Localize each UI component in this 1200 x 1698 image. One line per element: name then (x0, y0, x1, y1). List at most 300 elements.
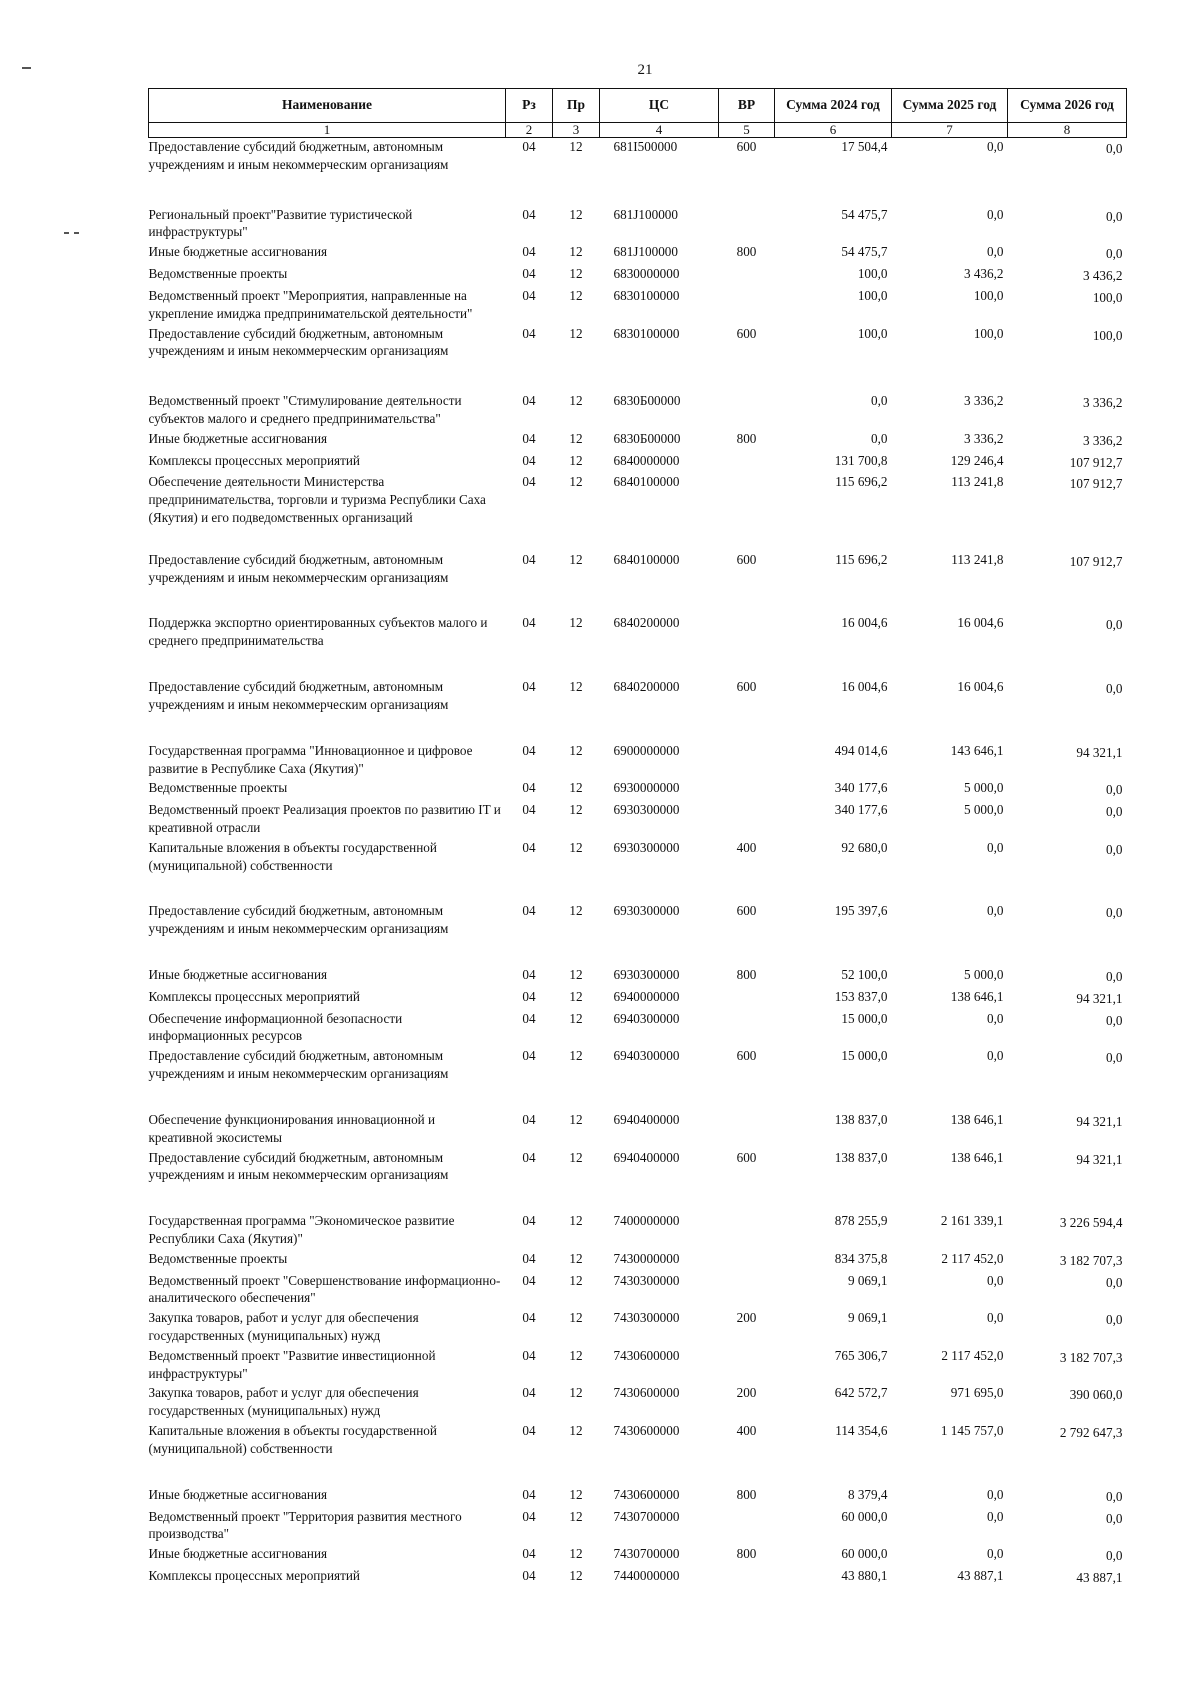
header-sum-2025: Сумма 2025 год (892, 89, 1008, 123)
row-rz: 04 (522, 1213, 536, 1229)
row-cs: 7430700000 (613, 1546, 680, 1562)
row-cs: 6940300000 (613, 1048, 680, 1064)
scan-mark (74, 232, 79, 234)
table-row (149, 551, 1127, 615)
row-sum-2024: 100,0 (857, 266, 888, 282)
row-sum-2025: 2 161 339,1 (940, 1213, 1004, 1229)
row-rz: 04 (522, 1508, 536, 1524)
row-cs: 7430700000 (613, 1508, 680, 1524)
table-row (149, 473, 1127, 550)
row-rz: 04 (522, 1347, 536, 1363)
row-sum-2024: 52 100,0 (841, 967, 888, 982)
row-sum-2024: 9 069,1 (847, 1272, 888, 1288)
row-sum-2025: 100,0 (973, 287, 1004, 303)
row-sum-2025: 0,0 (987, 1010, 1004, 1026)
row-sum-2026: 0,0 (1106, 1012, 1123, 1028)
row-vr (719, 206, 775, 244)
row-pr: 12 (569, 266, 583, 282)
row-sum-2026: 94 321,1 (1076, 990, 1123, 1006)
row-sum-2026: 3 182 707,3 (1059, 1252, 1123, 1268)
row-name: Предоставление субсидий бюджетным, автономным учреждениям и иным некоммерческим организациям (148, 679, 449, 712)
row-sum-2024: 115 696,2 (835, 474, 888, 490)
row-sum-2025: 0,0 (987, 139, 1004, 154)
row-rz: 04 (522, 430, 536, 446)
row-sum-2024: 131 700,8 (834, 452, 888, 468)
row-sum-2026: 0,0 (1106, 208, 1123, 224)
row-rz: 04 (522, 474, 536, 490)
row-sum-2025: 3 336,2 (963, 393, 1004, 409)
row-vr: 400 (736, 839, 757, 855)
row-sum-2025: 0,0 (987, 839, 1004, 855)
row-pr: 12 (569, 615, 583, 631)
row-vr: 800 (736, 1486, 757, 1502)
row-name: Капитальные вложения в объекты государственной (муниципальной) собственности (148, 1423, 437, 1456)
row-sum-2024: 114 354,6 (835, 1423, 888, 1439)
row-sum-2025: 0,0 (987, 206, 1004, 222)
row-rz: 04 (522, 903, 536, 919)
row-name: Предоставление субсидий бюджетным, автономным учреждениям и иным некоммерческим организациям (148, 1048, 449, 1082)
row-pr: 12 (569, 839, 583, 855)
table-row (149, 966, 1127, 988)
row-vr: 800 (736, 430, 757, 446)
row-rz: 04 (522, 967, 536, 982)
row-vr (719, 801, 775, 839)
row-name: Комплексы процессных мероприятий (148, 452, 360, 468)
row-rz: 04 (522, 742, 536, 758)
row-name: Предоставление субсидий бюджетным, автономным учреждениям и иным некоммерческим организациям (148, 139, 449, 172)
row-pr: 12 (569, 551, 583, 567)
row-vr: 600 (736, 1149, 757, 1165)
row-pr: 12 (569, 430, 583, 446)
row-name: Государственная программа "Инновационное и цифровое развитие в Республике Саха (Якутия)" (148, 742, 473, 776)
row-name: Ведомственный проект "Территория развития местного производства" (148, 1508, 462, 1542)
row-vr (719, 1508, 775, 1546)
header-rz: Рз (506, 89, 553, 123)
row-rz: 04 (522, 325, 536, 341)
table-row (149, 1347, 1127, 1385)
budget-table (148, 88, 1127, 1589)
row-pr: 12 (569, 1149, 583, 1165)
table-header (149, 89, 1127, 138)
column-number: 4 (600, 123, 719, 138)
table-row (149, 392, 1127, 430)
table-body (149, 138, 1127, 1589)
row-rz: 04 (522, 679, 536, 695)
row-pr: 12 (569, 967, 583, 982)
row-cs: 6840200000 (613, 679, 680, 695)
row-name: Ведомственный проект "Мероприятия, направленные на укрепление имиджа предпринимательской деятельности" (148, 287, 473, 321)
row-sum-2024: 9 069,1 (847, 1310, 888, 1326)
row-sum-2024: 43 880,1 (841, 1567, 888, 1583)
table-row (149, 902, 1127, 966)
header-sum-2024: Сумма 2024 год (775, 89, 892, 123)
row-sum-2024: 15 000,0 (841, 1048, 888, 1064)
row-vr (719, 1250, 775, 1272)
row-sum-2026: 100,0 (1092, 327, 1123, 343)
row-sum-2025: 3 336,2 (963, 430, 1004, 446)
row-sum-2025: 5 000,0 (963, 780, 1004, 796)
table-row (149, 430, 1127, 452)
table-row (149, 138, 1127, 206)
column-number: 7 (892, 123, 1008, 138)
row-sum-2026: 2 792 647,3 (1059, 1425, 1123, 1441)
row-vr (719, 1010, 775, 1048)
row-pr: 12 (569, 1310, 583, 1326)
column-number: 6 (775, 123, 892, 138)
row-name: Обеспечение деятельности Министерства предпринимательства, торговли и туризма Республики Саха (Якутия) и его подведомственных организаций (148, 474, 486, 525)
row-vr (719, 779, 775, 801)
row-sum-2024: 54 475,7 (841, 244, 888, 260)
row-name: Предоставление субсидий бюджетным, автономным учреждениям и иным некоммерческим организациям (148, 325, 449, 359)
table-row (149, 1309, 1127, 1347)
row-name: Обеспечение функционирования инновационной и креативной экосистемы (148, 1111, 436, 1145)
row-pr: 12 (569, 1546, 583, 1562)
column-number: 2 (506, 123, 553, 138)
row-pr: 12 (569, 452, 583, 468)
row-pr: 12 (569, 139, 583, 154)
row-sum-2026: 0,0 (1106, 841, 1123, 857)
row-sum-2026: 3 336,2 (1082, 432, 1123, 448)
row-vr (719, 1347, 775, 1385)
row-name: Поддержка экспортно ориентированных субъектов малого и среднего предпринимательства (148, 615, 488, 649)
row-name: Иные бюджетные ассигнования (148, 1486, 328, 1502)
row-vr: 600 (736, 1048, 757, 1064)
row-sum-2025: 16 004,6 (957, 615, 1004, 631)
row-sum-2024: 765 306,7 (834, 1347, 888, 1363)
row-sum-2026: 100,0 (1092, 289, 1123, 305)
row-sum-2025: 0,0 (987, 1310, 1004, 1326)
row-cs: 6930300000 (613, 903, 680, 919)
row-cs: 6840000000 (613, 452, 680, 468)
row-rz: 04 (522, 1486, 536, 1502)
page-number: 21 (637, 62, 653, 78)
row-cs: 7430300000 (613, 1272, 680, 1288)
row-pr: 12 (569, 988, 583, 1004)
row-sum-2024: 16 004,6 (841, 615, 888, 631)
row-cs: 6830Б00000 (613, 393, 681, 409)
row-sum-2024: 100,0 (857, 325, 888, 341)
table-row (149, 1250, 1127, 1272)
row-name: Ведомственный проект "Развитие инвестиционной инфраструктуры" (148, 1347, 436, 1381)
row-cs: 7430600000 (613, 1385, 680, 1401)
table-row (149, 1212, 1127, 1250)
row-sum-2024: 92 680,0 (841, 839, 888, 855)
row-pr: 12 (569, 780, 583, 796)
row-name: Капитальные вложения в объекты государственной (муниципальной) собственности (148, 839, 437, 873)
row-cs: 681J100000 (613, 206, 678, 222)
row-sum-2026: 107 912,7 (1069, 476, 1123, 492)
row-cs: 6830Б00000 (613, 430, 681, 446)
row-pr: 12 (569, 1567, 583, 1583)
row-pr: 12 (569, 1111, 583, 1127)
row-sum-2026: 0,0 (1106, 1274, 1123, 1290)
table-row (149, 742, 1127, 780)
table-row (149, 801, 1127, 839)
header-name: Наименование (149, 89, 506, 123)
table-row (149, 325, 1127, 393)
row-sum-2024: 60 000,0 (841, 1508, 888, 1524)
row-sum-2025: 129 246,4 (950, 452, 1004, 468)
row-sum-2026: 0,0 (1106, 1050, 1123, 1066)
header-pr: Пр (553, 89, 600, 123)
table-row (149, 614, 1127, 678)
row-vr (719, 452, 775, 474)
row-sum-2026: 107 912,7 (1069, 553, 1123, 569)
row-name: Предоставление субсидий бюджетным, автономным учреждениям и иным некоммерческим организациям (148, 903, 449, 937)
row-rz: 04 (522, 452, 536, 468)
row-vr: 200 (736, 1385, 757, 1401)
row-sum-2026: 107 912,7 (1069, 454, 1123, 470)
row-vr: 800 (736, 1546, 757, 1562)
row-pr: 12 (569, 903, 583, 919)
row-sum-2025: 0,0 (987, 1048, 1004, 1064)
row-sum-2026: 0,0 (1106, 1312, 1123, 1328)
row-pr: 12 (569, 1213, 583, 1229)
row-pr: 12 (569, 244, 583, 260)
row-rz: 04 (522, 1048, 536, 1064)
column-number: 1 (149, 123, 506, 138)
row-cs: 6830100000 (613, 287, 680, 303)
row-name: Обеспечение информационной безопасности информационных ресурсов (148, 1010, 403, 1044)
row-vr (719, 1212, 775, 1250)
row-pr: 12 (569, 1385, 583, 1401)
column-number: 8 (1008, 123, 1127, 138)
row-sum-2024: 138 837,0 (834, 1149, 888, 1165)
row-sum-2025: 3 436,2 (963, 266, 1004, 282)
row-sum-2024: 138 837,0 (834, 1111, 888, 1127)
row-cs: 6840200000 (613, 615, 680, 631)
row-sum-2026: 0,0 (1106, 681, 1123, 697)
row-pr: 12 (569, 1508, 583, 1524)
header-vr: ВР (719, 89, 775, 123)
row-rz: 04 (522, 802, 536, 818)
row-name: Комплексы процессных мероприятий (148, 988, 360, 1004)
row-sum-2025: 0,0 (987, 903, 1004, 919)
row-cs: 6930000000 (613, 780, 680, 796)
row-sum-2025: 143 646,1 (950, 742, 1004, 758)
row-cs: 681I500000 (613, 139, 678, 154)
row-cs: 7430600000 (613, 1486, 680, 1502)
row-sum-2026: 94 321,1 (1076, 1151, 1123, 1167)
row-cs: 6940400000 (613, 1111, 680, 1127)
row-sum-2025: 971 695,0 (950, 1385, 1004, 1401)
row-sum-2025: 0,0 (987, 1508, 1004, 1524)
row-sum-2025: 113 241,8 (951, 474, 1004, 490)
row-pr: 12 (569, 802, 583, 818)
table-row (149, 1422, 1127, 1486)
row-name: Ведомственный проект "Стимулирование деятельности субъектов малого и среднего предпринимательства" (148, 393, 462, 426)
row-pr: 12 (569, 287, 583, 303)
row-sum-2025: 138 646,1 (950, 988, 1004, 1004)
table-row (149, 452, 1127, 474)
row-pr: 12 (569, 1486, 583, 1502)
table-row (149, 265, 1127, 287)
table-row (149, 1010, 1127, 1048)
row-pr: 12 (569, 393, 583, 409)
row-vr: 600 (736, 551, 757, 567)
row-vr (719, 614, 775, 678)
row-cs: 7400000000 (613, 1213, 680, 1229)
row-rz: 04 (522, 206, 536, 222)
row-sum-2025: 0,0 (987, 244, 1004, 260)
row-sum-2026: 3 336,2 (1082, 395, 1123, 411)
row-cs: 6930300000 (613, 839, 680, 855)
row-sum-2024: 115 696,2 (835, 551, 888, 567)
row-pr: 12 (569, 679, 583, 695)
row-sum-2024: 15 000,0 (841, 1010, 888, 1026)
row-sum-2024: 494 014,6 (834, 742, 888, 758)
row-pr: 12 (569, 1423, 583, 1439)
row-vr (719, 287, 775, 325)
row-pr: 12 (569, 1010, 583, 1026)
row-sum-2024: 642 572,7 (834, 1385, 888, 1401)
row-vr: 600 (736, 903, 757, 919)
row-sum-2024: 0,0 (871, 430, 888, 446)
row-sum-2024: 0,0 (871, 393, 888, 409)
row-sum-2025: 0,0 (987, 1546, 1004, 1562)
row-vr: 800 (736, 967, 757, 982)
scan-mark (64, 232, 69, 234)
row-cs: 681J100000 (613, 244, 678, 260)
row-cs: 6940000000 (613, 988, 680, 1004)
table-row (149, 1384, 1127, 1422)
row-sum-2026: 94 321,1 (1076, 1113, 1123, 1129)
row-pr: 12 (569, 1048, 583, 1064)
row-cs: 6830100000 (613, 325, 680, 341)
row-cs: 6930300000 (613, 967, 680, 982)
row-sum-2025: 5 000,0 (963, 802, 1004, 818)
row-rz: 04 (522, 1310, 536, 1326)
row-cs: 6840100000 (613, 474, 680, 490)
row-vr (719, 265, 775, 287)
row-sum-2025: 2 117 452,0 (941, 1347, 1004, 1363)
row-vr: 600 (736, 139, 757, 154)
row-rz: 04 (522, 1385, 536, 1401)
table-row (149, 1545, 1127, 1567)
row-name: Ведомственные проекты (148, 780, 288, 796)
row-sum-2026: 0,0 (1106, 905, 1123, 921)
header-sum-2026: Сумма 2026 год (1008, 89, 1127, 123)
row-vr: 600 (736, 325, 757, 341)
table-row (149, 678, 1127, 742)
table-row (149, 988, 1127, 1010)
row-rz: 04 (522, 266, 536, 282)
row-pr: 12 (569, 1272, 583, 1288)
row-name: Закупка товаров, работ и услуг для обеспечения государственных (муниципальных) нужд (148, 1385, 419, 1419)
row-pr: 12 (569, 1347, 583, 1363)
row-rz: 04 (522, 139, 536, 154)
row-rz: 04 (522, 393, 536, 409)
header-cs: ЦС (600, 89, 719, 123)
row-sum-2024: 54 475,7 (841, 206, 888, 222)
row-sum-2026: 3 436,2 (1082, 268, 1123, 284)
row-name: Региональный проект"Развитие туристической инфраструктуры" (148, 206, 413, 240)
row-rz: 04 (522, 1546, 536, 1562)
row-pr: 12 (569, 325, 583, 341)
row-sum-2025: 5 000,0 (963, 967, 1004, 982)
row-rz: 04 (522, 988, 536, 1004)
row-sum-2026: 94 321,1 (1076, 744, 1123, 760)
row-name: Закупка товаров, работ и услуг для обеспечения государственных (муниципальных) нужд (148, 1310, 419, 1343)
row-rz: 04 (522, 1010, 536, 1026)
row-vr (719, 473, 775, 550)
row-rz: 04 (522, 287, 536, 303)
row-rz: 04 (522, 1250, 536, 1266)
header-row (149, 89, 1127, 123)
row-cs: 6900000000 (613, 742, 680, 758)
row-name: Ведомственные проекты (148, 266, 288, 282)
row-sum-2026: 43 887,1 (1076, 1569, 1123, 1585)
row-cs: 6940300000 (613, 1010, 680, 1026)
row-sum-2025: 113 241,8 (951, 551, 1004, 567)
row-sum-2026: 0,0 (1106, 141, 1123, 156)
table-row (149, 1508, 1127, 1546)
row-cs: 7430000000 (613, 1250, 680, 1266)
row-cs: 6840100000 (613, 551, 680, 567)
row-name: Ведомственные проекты (148, 1250, 288, 1266)
row-sum-2026: 0,0 (1106, 969, 1123, 984)
table-row (149, 1567, 1127, 1589)
table-row (149, 287, 1127, 325)
row-sum-2025: 138 646,1 (950, 1111, 1004, 1127)
row-sum-2026: 0,0 (1106, 1488, 1123, 1504)
row-sum-2026: 0,0 (1106, 1548, 1123, 1564)
row-sum-2025: 0,0 (987, 1272, 1004, 1288)
row-name: Иные бюджетные ассигнования (148, 244, 328, 260)
row-sum-2026: 0,0 (1106, 617, 1123, 633)
row-cs: 6830000000 (613, 266, 680, 282)
row-cs: 6940400000 (613, 1149, 680, 1165)
row-vr (719, 1567, 775, 1589)
row-vr (719, 1111, 775, 1149)
row-cs: 7430300000 (613, 1310, 680, 1326)
table-row (149, 1047, 1127, 1111)
column-number: 3 (553, 123, 600, 138)
row-sum-2025: 100,0 (973, 325, 1004, 341)
row-rz: 04 (522, 1149, 536, 1165)
row-pr: 12 (569, 1250, 583, 1266)
row-sum-2024: 100,0 (857, 287, 888, 303)
row-name: Иные бюджетные ассигнования (148, 1546, 328, 1562)
row-pr: 12 (569, 742, 583, 758)
row-name: Комплексы процессных мероприятий (148, 1567, 360, 1583)
row-vr: 600 (736, 679, 757, 695)
row-sum-2026: 390 060,0 (1069, 1387, 1123, 1403)
row-vr: 800 (736, 244, 757, 260)
column-number: 5 (719, 123, 775, 138)
row-sum-2025: 1 145 757,0 (940, 1423, 1004, 1439)
row-vr: 200 (736, 1310, 757, 1326)
row-vr (719, 1272, 775, 1310)
row-name: Государственная программа "Экономическое развитие Республики Саха (Якутия)" (148, 1213, 455, 1246)
row-sum-2024: 878 255,9 (834, 1213, 888, 1229)
row-vr (719, 742, 775, 780)
row-name: Иные бюджетные ассигнования (148, 430, 328, 446)
row-sum-2024: 834 375,8 (834, 1250, 888, 1266)
row-rz: 04 (522, 551, 536, 567)
table-row (149, 1149, 1127, 1213)
row-sum-2025: 16 004,6 (957, 679, 1004, 695)
row-sum-2026: 0,0 (1106, 1510, 1123, 1526)
row-name: Предоставление субсидий бюджетным, автономным учреждениям и иным некоммерческим организациям (148, 1149, 449, 1183)
row-sum-2025: 138 646,1 (950, 1149, 1004, 1165)
row-sum-2024: 17 504,4 (841, 139, 888, 154)
row-rz: 04 (522, 615, 536, 631)
row-rz: 04 (522, 780, 536, 796)
row-vr (719, 392, 775, 430)
row-name: Ведомственный проект "Совершенствование информационно-аналитического обеспечения" (148, 1272, 501, 1306)
row-sum-2026: 0,0 (1106, 804, 1123, 820)
